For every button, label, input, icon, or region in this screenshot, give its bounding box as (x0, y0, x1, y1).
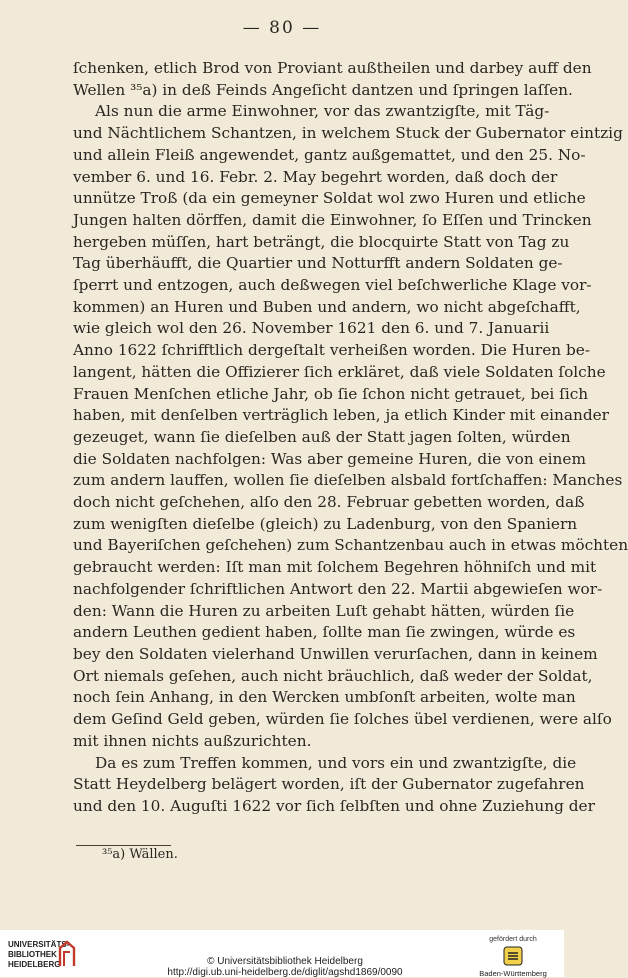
credits (140, 956, 430, 978)
text-line: bey den Soldaten vielerhand Unwillen verurſachen, dann in keinem (73, 644, 598, 663)
text-line: Wellen ³⁵a) in deß Feinds Angeſicht dantzen und ſpringen laſſen. (73, 80, 573, 99)
text-line: Anno 1622 ſchrifftlich dergeſtalt verheißen worden. Die Huren be- (73, 341, 590, 360)
text-line: Da es zum Treffen kommen, und vors ein und zwantzigſte, die (95, 753, 577, 772)
text-line: unnütze Troß (da ein gemeyner Soldat wol zwo Huren und etliche (73, 189, 586, 208)
text-line: Frauen Menſchen etliche Jahr, ob ſie ſchon nicht getrauet, bei ſich (73, 384, 589, 403)
copyright-text: © Universitätsbibliothek Heidelberg (207, 956, 363, 967)
text-line: mit ihnen nichts außzurichten. (73, 731, 312, 750)
text-line: zum andern lauffen, wollen ſie dieſelben alsbald fortſchaffen: Manches (73, 471, 623, 490)
text-line: doch nicht geſchehen, alſo den 28. Februar gebetten worden, daß (73, 493, 585, 512)
digitization-footer (0, 930, 564, 977)
state-emblem-icon (502, 945, 524, 967)
text-line: gezeuget, wann ſie dieſelben auß der Statt jagen ſolten, würden (73, 427, 571, 446)
footnote-divider (76, 845, 171, 846)
text-line: Als nun die arme Einwohner, vor das zwantzigſte, mit Täg- (95, 102, 550, 121)
text-line: den: Wann die Huren zu arbeiten Luſt gehabt hätten, würden ſie (73, 601, 575, 620)
footnote: ³⁵a) Wällen. (102, 847, 178, 862)
sponsor-label: gefördert durch (489, 936, 537, 943)
source-url[interactable]: http://digi.ub.uni-heidelberg.de/diglit/agshd1869/0090 (167, 967, 403, 978)
text-line: und Nächtlichem Schantzen, in welchem Stuck der Gubernator eintzig (73, 124, 623, 143)
text-line: Tag überhäufft, die Quartier und Notturfft andern Soldaten ge- (73, 254, 563, 273)
text-line: dem Geſind Geld geben, würden ſie ſolches übel verdienen, were alſo (73, 710, 612, 729)
text-line: noch ſein Anhang, in den Wercken umbſonſt arbeiten, wolte man (73, 688, 576, 707)
text-line: vember 6. und 16. Febr. 2. May begehrt worden, daß doch der (73, 167, 558, 186)
sponsor-name: Baden-Württemberg (479, 969, 547, 978)
text-line: hergeben müſſen, hart beträngt, die blocquirte Statt von Tag zu (73, 232, 570, 251)
text-line: und den 10. Auguſti 1622 vor ſich ſelbſten und ohne Zuziehung der (73, 796, 595, 815)
library-name-line: UNIVERSITÄTS- (8, 940, 70, 949)
text-line: ſperrt und entzogen, auch deßwegen viel beſchwerliche Klage vor- (73, 276, 592, 295)
main-text (73, 58, 628, 818)
text-line: Jungen halten dörffen, damit die Einwohner, ſo Eſſen und Trincken (73, 210, 592, 229)
text-line: ſchenken, etlich Brod von Proviant außtheilen und darbey auff den (73, 59, 592, 77)
library-name-line: HEIDELBERG (8, 960, 61, 969)
text-line: andern Leuthen gedient haben, ſollte man ſie zwingen, würde es (73, 623, 576, 642)
text-line: zum wenigſten dieſelbe (gleich) zu Ladenburg, von den Spaniern (73, 514, 578, 533)
library-emblem-icon (58, 940, 76, 968)
text-line: Ort niemals geſehen, auch nicht bräuchlich, daß weder der Soldat, (73, 666, 593, 685)
text-line: die Soldaten nachfolgen: Was aber gemeine Huren, die von einem (73, 449, 586, 468)
text-line: kommen) an Huren und Buben und andern, wo nicht abgeſchafft, (73, 297, 581, 316)
text-line: und Bayeriſchen geſchehen) zum Schantzenbau auch in etwas möchten (73, 536, 628, 555)
text-line: und allein Fleiß angewendet, gantz außgemattet, und den 25. No- (73, 145, 586, 164)
text-line: haben, mit denſelben verträglich leben, ja etlich Kinder mit einander (73, 406, 609, 425)
text-line: langent, hätten die Offizierer ſich erkläret, daß viele Soldaten ſolche (73, 362, 606, 381)
text-line: wie gleich wol den 26. November 1621 den 6. und 7. Januarii (73, 319, 550, 338)
text-line: gebraucht werden: Iſt man mit ſolchem Begehren höhniſch und mit (73, 558, 597, 577)
page-number: — 80 — (242, 18, 322, 38)
text-line: Statt Heydelberg belägert worden, iſt der Gubernator zugefahren (73, 775, 585, 794)
library-name-line: BIBLIOTHEK (8, 950, 57, 959)
text-line: nachfolgender ſchriftlichen Antwort den 22. Martii abgewieſen wor- (73, 579, 603, 598)
sponsor (468, 936, 558, 978)
